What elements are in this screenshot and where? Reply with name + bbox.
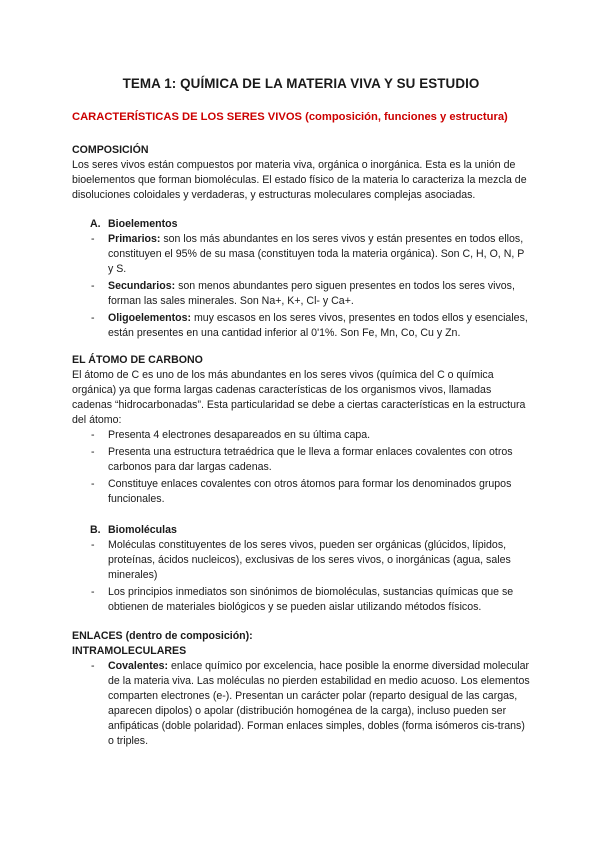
item-label: Covalentes: xyxy=(108,660,169,672)
composicion-heading: COMPOSICIÓN xyxy=(72,144,149,156)
list-item: - Moléculas constituyentes de los seres vivos, pueden ser orgánicas (glúcidos, lípidos, proteínas, ácidos nucleicos), exclusivas de los seres vivos, o inorgánicas (agua, sales minerales) xyxy=(90,538,530,583)
item-label: Secundarios: xyxy=(108,280,176,292)
list-item xyxy=(90,311,530,341)
list-item: - Constituye enlaces covalentes con otros átomos para formar los denominados grupos funcionales. xyxy=(90,477,530,507)
list-item xyxy=(90,659,530,749)
item-text: muy escasos en los seres vivos, presentes en todos ellos y esenciales, están presentes en una cantidad inferior al 0'1%. Son Fe, Mn, Co, Cu y Zn. xyxy=(108,312,528,339)
section-subtitle: CARACTERÍSTICAS DE LOS SERES VIVOS (composición, funciones y estructura) xyxy=(72,111,508,123)
biomoleculas-list xyxy=(90,538,530,615)
list-item: - Los principios inmediatos son sinónimos de biomoléculas, sustancias químicas que se obtienen de materiales biológicos y se pueden aislar utilizando métodos físicos. xyxy=(90,585,530,615)
carbono-paragraph: El átomo de C es uno de los más abundantes en los seres vivos (química del C o química orgánica) ya que forma largas cadenas características de los organismos vivos, llamadas cadenas “hidrocarbonadas”. Esta particularidad se debe a ciertas características en la estructura del átomo: xyxy=(72,369,526,426)
enlaces-heading: ENLACES (dentro de composición): xyxy=(72,630,253,642)
enlaces-list xyxy=(90,659,530,749)
bioelementos-title: Bioelementos xyxy=(108,218,178,230)
list-item xyxy=(90,279,530,309)
bioelementos-list xyxy=(90,232,530,341)
composicion-paragraph: Los seres vivos están compuestos por materia viva, orgánica o inorgánica. Esta es la unión de bioelementos que forman biomoléculas. El estado físico de la materia lo caracteriza la mezcla de disoluciones coloidales y verdaderas, y estructuras moleculares complejas asociadas. xyxy=(72,159,527,201)
page-title: TEMA 1: QUÍMICA DE LA MATERIA VIVA Y SU ESTUDIO xyxy=(122,76,480,91)
list-item: - Presenta 4 electrones desapareados en su última capa. xyxy=(90,428,530,443)
biomoleculas-title: Biomoléculas xyxy=(108,524,177,536)
item-text: son menos abundantes pero siguen presentes en todos los seres vivos, forman las sales minerales. Son Na+, K+, Cl- y Ca+. xyxy=(108,280,515,307)
bioelementos-letter: A. xyxy=(90,218,101,230)
item-label: Oligoelementos: xyxy=(108,312,191,324)
item-label: Primarios: xyxy=(108,233,161,245)
intramoleculares-heading: INTRAMOLECULARES xyxy=(72,645,187,657)
bioelementos-heading xyxy=(90,217,530,232)
item-text: enlace químico por excelencia, hace posible la enorme diversidad molecular de la materia viva. Las moléculas no pierden estabilidad en medio acuoso. Los elementos comparten electrones (e-). Presentan un carácter polar (reparto desigual de las cargas, aparecen dipolos) o apolar (distribución homogénea de la carga), incluso pueden ser anfipáticas (doble polaridad). Forman enlaces simples, dobles (forma isómeros cis-trans) o triples. xyxy=(108,660,530,747)
carbono-heading: EL ÁTOMO DE CARBONO xyxy=(72,354,203,366)
list-item xyxy=(90,232,530,277)
list-item: - Presenta una estructura tetraédrica que le lleva a formar enlaces covalentes con otros carbonos para dar largas cadenas. xyxy=(90,445,530,475)
carbono-list xyxy=(90,428,530,507)
item-text: son los más abundantes en los seres vivos y están presentes en todos ellos, constituyen el 95% de su masa (constituyen toda la materia orgánica). Son C, H, O, N, P y S. xyxy=(108,233,525,275)
biomoleculas-letter: B. xyxy=(90,524,101,536)
biomoleculas-heading xyxy=(90,523,530,538)
